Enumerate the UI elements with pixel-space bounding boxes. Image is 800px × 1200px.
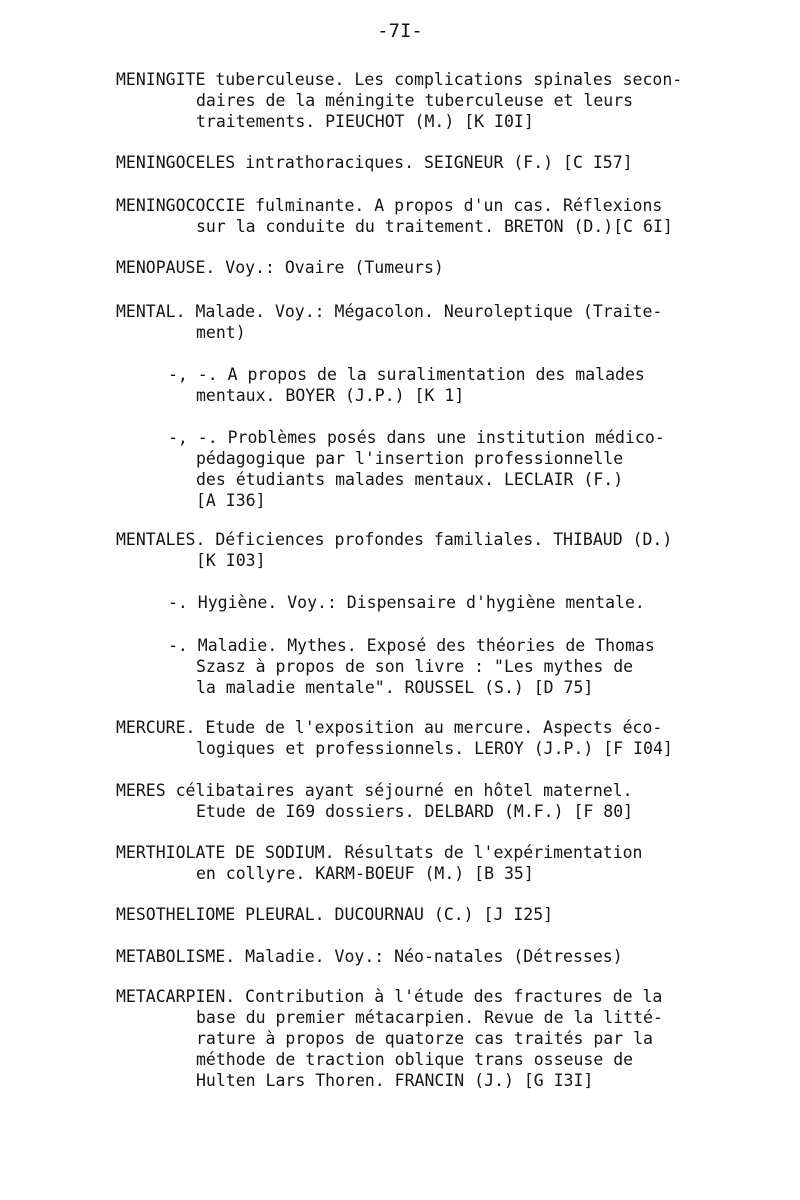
entry-line: ment) xyxy=(196,323,246,342)
entry-line: base du premier métacarpien. Revue de la litté- xyxy=(196,1008,663,1027)
entry-line: pédagogique par l'insertion professionnelle xyxy=(196,449,624,468)
entry-line: Hulten Lars Thoren. FRANCIN (J.) [G I3I] xyxy=(196,1071,594,1090)
entry-line: rature à propos de quatorze cas traités par la xyxy=(196,1029,653,1048)
entry-line: -. Maladie. Mythes. Exposé des théories de Thomas xyxy=(168,636,655,655)
entry-line: MESOTHELIOME PLEURAL. DUCOURNAU (C.) [J I25] xyxy=(116,905,554,924)
entry-line: traitements. PIEUCHOT (M.) [K I0I] xyxy=(196,112,534,131)
entry-line: logiques et professionnels. LEROY (J.P.) [F I04] xyxy=(196,739,673,758)
entry-line: mentaux. BOYER (J.P.) [K 1] xyxy=(196,386,465,405)
entry-line: sur la conduite du traitement. BRETON (D.)[C 6I] xyxy=(196,217,673,236)
entry-line: MENINGITE tuberculeuse. Les complications spinales secon- xyxy=(116,70,683,89)
entry-line: [A I36] xyxy=(196,491,266,510)
entry-line: -. Hygiène. Voy.: Dispensaire d'hygiène mentale. xyxy=(168,593,645,612)
entry-line: daires de la méningite tuberculeuse et leurs xyxy=(196,91,634,110)
entry-line: MENINGOCELES intrathoraciques. SEIGNEUR (F.) [C I57] xyxy=(116,153,633,172)
page-number: -7I- xyxy=(377,20,423,42)
entry-line: -, -. A propos de la suralimentation des malades xyxy=(168,365,645,384)
entry-line: -, -. Problèmes posés dans une institution médico- xyxy=(168,428,665,447)
entry-line: MERCURE. Etude de l'exposition au mercure. Aspects éco- xyxy=(116,718,663,737)
entry-line: MENTALES. Déficiences profondes familiales. THIBAUD (D.) xyxy=(116,530,673,549)
entry-line: la maladie mentale". ROUSSEL (S.) [D 75] xyxy=(196,678,594,697)
entry-line: des étudiants malades mentaux. LECLAIR (F.) xyxy=(196,470,624,489)
entry-line: Etude de I69 dossiers. DELBARD (M.F.) [F 80] xyxy=(196,802,634,821)
entry-line: MERTHIOLATE DE SODIUM. Résultats de l'expérimentation xyxy=(116,843,643,862)
entry-line: méthode de traction oblique trans osseuse de xyxy=(196,1050,634,1069)
entry-line: MERES célibataires ayant séjourné en hôtel maternel. xyxy=(116,781,633,800)
entry-line: METABOLISME. Maladie. Voy.: Néo-natales (Détresses) xyxy=(116,947,623,966)
entry-line: MENINGOCOCCIE fulminante. A propos d'un cas. Réflexions xyxy=(116,196,663,215)
entry-line: [K I03] xyxy=(196,551,266,570)
entry-line: Szasz à propos de son livre : "Les mythes de xyxy=(196,657,634,676)
entry-line: MENOPAUSE. Voy.: Ovaire (Tumeurs) xyxy=(116,258,444,277)
entry-line: METACARPIEN. Contribution à l'étude des fractures de la xyxy=(116,987,663,1006)
entry-line: MENTAL. Malade. Voy.: Mégacolon. Neuroleptique (Traite- xyxy=(116,302,663,321)
entry-line: en collyre. KARM-BOEUF (M.) [B 35] xyxy=(196,864,534,883)
